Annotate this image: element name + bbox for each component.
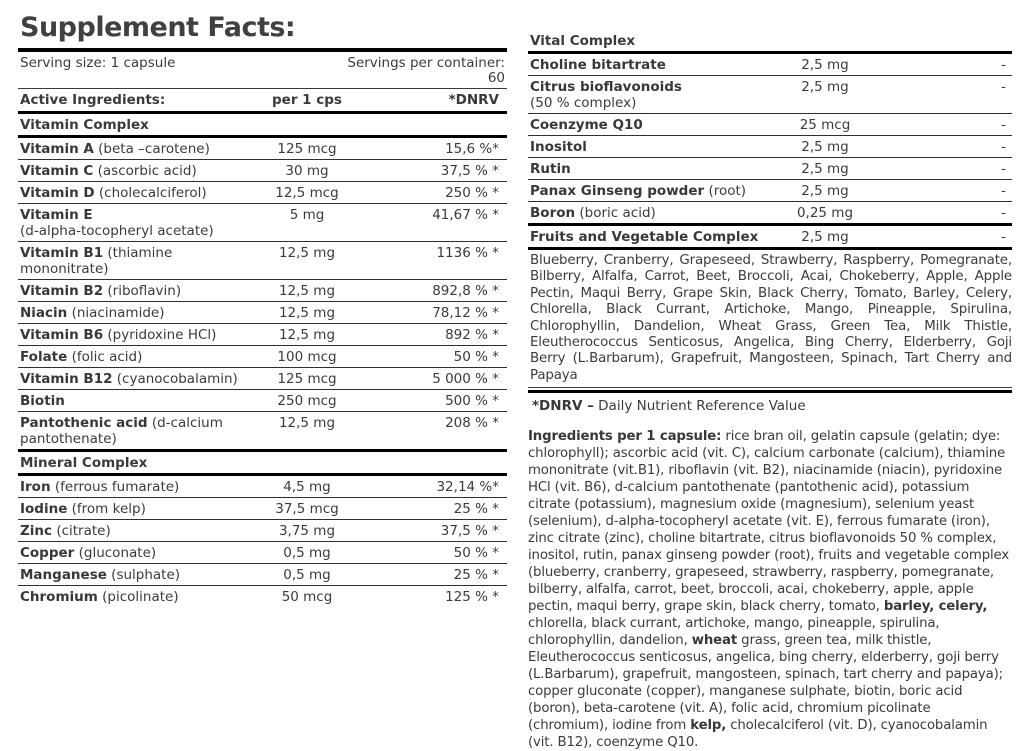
- ingredient-row: [528, 226, 1012, 250]
- ingredient-name-cell: [18, 415, 247, 447]
- dnrv-note: [528, 393, 1012, 414]
- ingredient-name: Niacin: [20, 305, 68, 321]
- ingredient-dnrv: -: [1001, 79, 1006, 95]
- ingredient-amount: 37,5 mcg: [275, 501, 339, 517]
- ingredient-name-cell: [18, 371, 247, 387]
- ingredient-detail: (cyanocobalamin): [112, 371, 238, 387]
- ingredient-dnrv: -: [1001, 183, 1006, 199]
- ingredients-paragraph: [528, 428, 1012, 751]
- ingredient-amount: 12,5 mg: [278, 305, 336, 321]
- ingredient-detail: (thiamine mononitrate): [20, 245, 173, 277]
- ingredient-amount: 250 mcg: [277, 393, 337, 409]
- ingredient-row: [18, 368, 507, 390]
- ingredient-name-cell: [528, 183, 780, 199]
- divider-thin: [528, 387, 1012, 388]
- ingredients-segment: rice bran oil, gelatin capsule (gelatin; dye: chlorophyll); ascorbic acid (vit. C), calcium carbonate (calcium), thiamine mononitrate (vit.B1), riboflavin (vit. B2), niacinamide (niacin), pyridoxine HCl (vit. B6), d-calcium pantothenate (pantothenic acid), potassium citrate (potassium), magnesium oxide (magnesium), selenium yeast (selenium), d-alpha-tocopheryl acetate (vit. E), ferrous fumarate (iron), zinc citrate (zinc), choline bitartrate, citrus bioflavonoids 50 % complex, inositol, rutin, panax ginseng powder (root), fruits and vegetable complex (blueberry, cranberry, grapeseed, strawberry, raspberry, pomegranate, bilberry, alfalfa, carrot, beet, broccoli, acai, chokeberry, apple, apple pectin, maqui berry, grape skin, black cherry, tomato,: [528, 429, 1010, 615]
- ingredient-row: [18, 160, 507, 182]
- ingredient-amount: 125 mcg: [277, 141, 337, 157]
- ingredient-amount: 5 mg: [289, 207, 325, 223]
- ingredient-amount: 2,5 mg: [801, 79, 849, 95]
- ingredient-row: [18, 280, 507, 302]
- ingredient-row: [18, 564, 507, 586]
- ingredients-segment: cholecalciferol (vit. D), cyanocobalamin (vit. B12), coenzyme Q10.: [528, 718, 988, 751]
- servings-label: Servings per container:: [347, 55, 505, 71]
- ingredient-amount: 2,5 mg: [801, 57, 849, 73]
- table-header-row: [18, 89, 507, 114]
- ingredient-name-cell: [18, 479, 247, 495]
- ingredient-name-cell: [18, 589, 247, 605]
- ingredient-name-cell: [18, 545, 247, 561]
- ingredient-amount: 12,5 mg: [278, 327, 336, 343]
- ingredient-detail: (d-alpha-tocopheryl acetate): [20, 223, 214, 239]
- ingredient-name: Vitamin C: [20, 163, 94, 179]
- ingredient-dnrv: 125 % *: [445, 589, 499, 605]
- servings-value: 60: [487, 70, 505, 86]
- ingredient-name-cell: [18, 305, 247, 321]
- ingredient-name: Chromium: [20, 589, 98, 605]
- ingredient-dnrv: 250 % *: [445, 185, 499, 201]
- ingredient-detail: (from kelp): [67, 501, 146, 517]
- ingredients-bold-segment: kelp,: [690, 718, 727, 734]
- ingredient-dnrv: 25 % *: [453, 567, 499, 583]
- ingredient-detail: (gluconate): [74, 545, 157, 561]
- ingredient-row: [528, 76, 1012, 114]
- ingredient-detail: (d-calcium pantothenate): [20, 415, 223, 447]
- section-header: Vital Complex: [528, 30, 1012, 54]
- ingredient-name: Pantothenic acid: [20, 415, 148, 431]
- dnrv-note-text: Daily Nutrient Reference Value: [593, 398, 806, 415]
- ingredient-detail: (folic acid): [67, 349, 143, 365]
- ingredient-amount: 12,5 mg: [278, 245, 336, 261]
- ingredient-amount: 100 mcg: [277, 349, 337, 365]
- serving-info: [18, 52, 507, 89]
- ingredients-segment: chlorella, black currant, artichoke, mango, pineapple, spirulina, chlorophyllin, dandelion,: [528, 616, 940, 649]
- ingredient-dnrv: 500 % *: [445, 393, 499, 409]
- ingredient-dnrv: 32,14 %*: [436, 479, 499, 495]
- ingredient-row: [18, 324, 507, 346]
- ingredient-name-cell: [18, 567, 247, 583]
- ingredient-name: Inositol: [530, 139, 587, 155]
- ingredient-dnrv: -: [1001, 57, 1006, 73]
- ingredient-name: Iron: [20, 479, 51, 495]
- ingredient-name: Vitamin E: [20, 207, 93, 223]
- ingredient-detail: (riboflavin): [103, 283, 182, 299]
- facts-panel-left: [18, 12, 507, 607]
- section-header: Mineral Complex: [18, 452, 507, 476]
- vital-complex-table: [528, 30, 1012, 250]
- ingredient-row: [18, 346, 507, 368]
- ingredient-detail: (sulphate): [106, 567, 181, 583]
- ingredient-row: [528, 54, 1012, 76]
- ingredient-name: Manganese: [20, 567, 107, 583]
- ingredient-dnrv: -: [1001, 229, 1006, 245]
- ingredient-detail: (citrate): [52, 523, 111, 539]
- ingredient-amount: 2,5 mg: [801, 183, 849, 199]
- ingredient-name: Copper: [20, 545, 75, 561]
- serving-size-label: Serving size: 1 capsule: [20, 55, 176, 71]
- ingredient-amount: 0,5 mg: [283, 567, 331, 583]
- ingredient-detail: (beta –carotene): [93, 141, 210, 157]
- ingredient-dnrv: -: [1001, 117, 1006, 133]
- ingredient-row: [528, 114, 1012, 136]
- ingredient-name: Choline bitartrate: [530, 57, 666, 73]
- ingredient-name-cell: [18, 393, 247, 409]
- ingredient-row: [18, 390, 507, 412]
- ingredients-segment: grass, green tea, milk thistle, Eleutherococcus senticosus, angelica, bing cherry, elderberry, goji berry (L.Barbarum), grapefruit, mangosteen, spinach, tart cherry and papaya); copper gluconate (copper), manganese sulphate, biotin, boric acid (boron), beta-carotene (vit. A), folic acid, chromium picolinate (chromium), iodine from: [528, 633, 1004, 734]
- ingredient-dnrv: 892,8 % *: [432, 283, 499, 299]
- ingredient-amount: 25 mcg: [799, 117, 851, 133]
- ingredient-name-cell: [18, 245, 247, 277]
- ingredient-name: Vitamin D: [20, 185, 95, 201]
- ingredient-name-cell: [528, 79, 780, 111]
- ingredient-amount: 2,5 mg: [801, 229, 849, 245]
- ingredient-dnrv: 15,6 %*: [445, 141, 499, 157]
- ingredient-dnrv: 208 % *: [445, 415, 499, 431]
- ingredient-name-cell: [528, 229, 780, 245]
- ingredient-row: [18, 498, 507, 520]
- ingredient-dnrv: 41,67 % *: [432, 207, 499, 223]
- ingredient-row: [18, 542, 507, 564]
- ingredient-amount: 12,5 mg: [278, 415, 336, 431]
- ingredient-row: [18, 242, 507, 280]
- ingredient-name: Vitamin A: [20, 141, 94, 157]
- ingredient-name-cell: [528, 161, 780, 177]
- ingredient-name-cell: [528, 205, 780, 221]
- ingredients-bold-segment: barley, celery,: [883, 599, 988, 615]
- ingredient-amount: 2,5 mg: [801, 139, 849, 155]
- ingredient-detail: (ascorbic acid): [93, 163, 197, 179]
- ingredient-name-cell: [18, 327, 247, 343]
- ingredient-row: [18, 302, 507, 324]
- ingredient-name: Zinc: [20, 523, 53, 539]
- ingredient-name: Biotin: [20, 393, 65, 409]
- ingredient-name: Rutin: [530, 161, 571, 177]
- ingredient-name-cell: [18, 163, 247, 179]
- ingredient-dnrv: 78,12 % *: [432, 305, 499, 321]
- ingredient-dnrv: 37,5 % *: [440, 523, 499, 539]
- ingredient-dnrv: 25 % *: [453, 501, 499, 517]
- ingredient-row: [528, 158, 1012, 180]
- ingredient-detail: (ferrous fumarate): [50, 479, 180, 495]
- ingredient-dnrv: 1136 % *: [436, 245, 499, 261]
- ingredient-name: Coenzyme Q10: [530, 117, 643, 133]
- ingredient-detail: (50 % complex): [530, 95, 637, 111]
- ingredient-amount: 12,5 mcg: [275, 185, 339, 201]
- ingredient-name-cell: [18, 349, 247, 365]
- ingredient-dnrv: 5 000 % *: [432, 371, 499, 387]
- ingredient-amount: 2,5 mg: [801, 161, 849, 177]
- ingredient-row: [528, 136, 1012, 158]
- ingredient-detail: (root): [704, 183, 747, 199]
- ingredient-name: Vitamin B12: [20, 371, 113, 387]
- header-active-ingredients: Active Ingredients:: [20, 92, 166, 108]
- ingredient-name-cell: [18, 207, 247, 239]
- ingredient-amount: 30 mg: [285, 163, 329, 179]
- ingredient-name-cell: [18, 501, 247, 517]
- ingredient-name: Iodine: [20, 501, 68, 517]
- ingredient-name-cell: [528, 117, 780, 133]
- active-ingredients-table: [18, 114, 507, 607]
- ingredient-name: Folate: [20, 349, 68, 365]
- ingredient-row: [18, 476, 507, 498]
- section-header: Vitamin Complex: [18, 114, 507, 138]
- ingredients-bold-segment: wheat: [691, 633, 738, 649]
- ingredient-row: [18, 520, 507, 542]
- ingredient-detail: (boric acid): [575, 205, 656, 221]
- ingredient-name: Citrus bioflavonoids: [530, 79, 682, 95]
- servings-per-container: [347, 56, 505, 86]
- ingredient-amount: 4,5 mg: [283, 479, 331, 495]
- ingredient-amount: 50 mcg: [281, 589, 333, 605]
- ingredient-name: Vitamin B1: [20, 245, 104, 261]
- ingredient-dnrv: 892 % *: [445, 327, 499, 343]
- ingredient-row: [18, 412, 507, 452]
- ingredient-row: [18, 182, 507, 204]
- ingredient-name-cell: [528, 57, 780, 73]
- ingredient-detail: (picolinate): [97, 589, 179, 605]
- facts-panel-right: [528, 30, 1012, 751]
- ingredient-dnrv: 37,5 % *: [440, 163, 499, 179]
- ingredient-name-cell: [18, 523, 247, 539]
- ingredient-amount: 0,25 mg: [796, 205, 854, 221]
- ingredient-amount: 12,5 mg: [278, 283, 336, 299]
- ingredient-row: [18, 204, 507, 242]
- ingredient-dnrv: 50 % *: [453, 349, 499, 365]
- ingredient-dnrv: -: [1001, 139, 1006, 155]
- ingredient-amount: 3,75 mg: [278, 523, 336, 539]
- page-title: Supplement Facts:: [18, 12, 507, 52]
- ingredient-name-cell: [528, 139, 780, 155]
- ingredient-name: Panax Ginseng powder: [530, 183, 705, 199]
- ingredient-name-cell: [18, 283, 247, 299]
- ingredient-row: [18, 586, 507, 607]
- ingredient-dnrv: -: [1001, 205, 1006, 221]
- dnrv-note-abbr: *DNRV –: [532, 398, 594, 415]
- ingredient-row: [18, 138, 507, 160]
- ingredient-row: [528, 202, 1012, 226]
- ingredient-dnrv: -: [1001, 161, 1006, 177]
- ingredients-bold-segment: Ingredients per 1 capsule:: [528, 429, 722, 445]
- header-per-1-cps: per 1 cps: [272, 92, 342, 108]
- ingredient-detail: (cholecalciferol): [94, 185, 207, 201]
- ingredient-name: Vitamin B2: [20, 283, 104, 299]
- ingredient-detail: (pyridoxine HCl): [103, 327, 217, 343]
- header-dnrv: *DNRV: [448, 92, 499, 108]
- fruit-vegetable-list: Blueberry, Cranberry, Grapeseed, Strawberry, Raspberry, Pomegranate, Bilberry, Alfalfa, Carrot, Beet, Broccoli, Acai, Chokeberry, Apple, Apple Pectin, Maqui Berry, Grape Skin, Black Cherry, Tomato, Barley, Celery, Chlorella, Black Currant, Artichoke, Mango, Pineapple, Spirulina, Chlorophyllin, Dandelion, Wheat Grass, Green Tea, Milk Thistle, Eleutherococcus Senticosus, Angelica, Bing Cherry, Elderberry, Goji Berry (L.Barbarum), Grapefruit, Mangosteen, Spinach, Tart Cherry and Papaya: [530, 253, 1012, 383]
- ingredient-detail: (niacinamide): [67, 305, 165, 321]
- ingredient-row: [528, 180, 1012, 202]
- ingredient-name: Boron: [530, 205, 576, 221]
- ingredient-name: Vitamin B6: [20, 327, 104, 343]
- ingredient-amount: 125 mcg: [277, 371, 337, 387]
- ingredient-name: Fruits and Vegetable Complex: [530, 229, 759, 245]
- ingredient-dnrv: 50 % *: [453, 545, 499, 561]
- ingredient-amount: 0,5 mg: [283, 545, 331, 561]
- ingredient-name-cell: [18, 141, 247, 157]
- ingredient-name-cell: [18, 185, 247, 201]
